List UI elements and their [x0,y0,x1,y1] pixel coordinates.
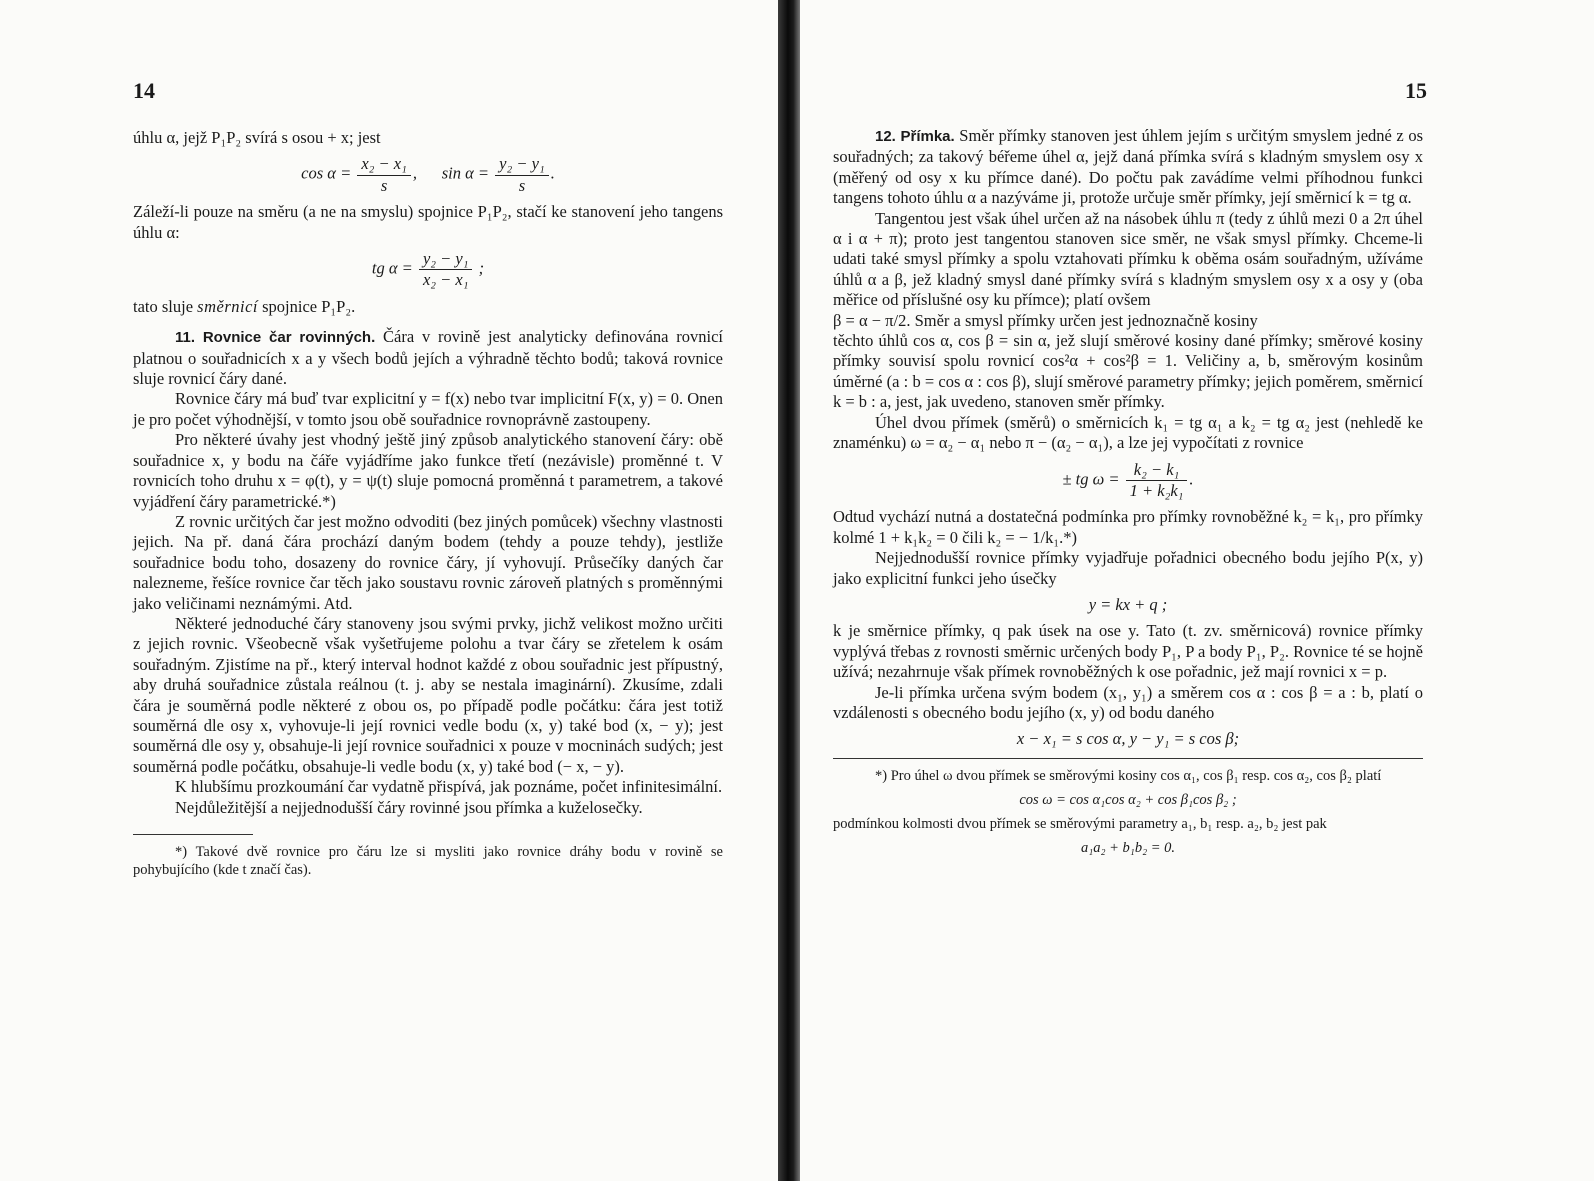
paragraph: Některé jednoduché čáry stanoveny jsou svými prvky, jichž velikost možno určiti z jejich rovnic. Všeobecně však vyšetřujeme polohu a tvar čáry se zřetelem k osám souřadným. Zjistíme na př., který interval hodnot každé z obou souřadnic jest přípustný, aby druhá souřadnice zůstala reálnou (t. j. aby se nestala imaginární). Zkusíme, zdali čára je souměrná podle některé z obou os, po případě podle počátku: čára jest totiž souměrná dle osy x, vyhovuje-li její rovnici vedle bodu (x, y) také bod (x, − y); jest souměrná dle osy y, obsahuje-li její rovnice souřadnici x pouze v mocninách sudých; jest souměrná podle počátku, obsahuje-li vedle bodu (x, y) také bod (− x, − y). [133,613,723,776]
equation-omega: ± tg ω = $\frac{\text{k₂ − k₁}}{\text{1 + k₂k₁}}$ . [1062,459,1194,500]
footnote-rule [833,758,1423,759]
page-number: 14 [133,78,155,103]
section-11: 11. Rovnice čar rovinných. Čára v rovině jest analyticky definována rovnicí platnou o souřadnicích x a y všech bodů jejích a výhradně těchto bodů; taková rovnice sluje rovnicí čáry dané. [133,327,723,389]
section-12: 12. Přímka. Směr přímky stanoven jest úhlem jejím s určitým smyslem jedné z os souřadných; za takový béřeme úhel α, jejž daná přímka svírá s kladným smyslem osy x (měřený od osy x ku přímce dané). Do počtu pak zavádíme velmi příhodnou funkci tangens tohoto úhlu α a nazýváme ji, protože určuje směr přímky, její směrnicí k = tg α. [833,126,1423,208]
footnote-equation: a₁a₂ + b₁b₂ = 0. [1080,839,1176,856]
paragraph: Nejdůležitější a nejjednodušší čáry rovinné jsou přímka a kuželosečky. [175,797,643,817]
paragraph: Je-li přímka určena svým bodem (x₁, y₁) a směrem cos α : cos β = a : b, platí o vzdálenosti s obecného bodu jejího (x, y) od bodu daného [833,682,1423,722]
paragraph: k je směrnice přímky, q pak úsek na ose y. Tato (t. zv. směrnicová) rovnice přímky vyplývá třebas z rovnosti směrnic určených body P₁, P a body P₁, P₂. Rovnice té se hojně užívá; nezahrnuje však přímek rovnoběžných k ose pořadnic, jež mají rovnici x = p. [833,621,1423,682]
paragraph: těchto úhlů cos α, cos β = sin α, jež slují směrové kosiny dané přímky; směrové kosiny přímky souvisí spolu rovnicí cos²α + cos²β = 1. Veličiny a, b, směrovým kosinům úměrné (a : b = cos α : cos β), slují směrové parametry přímky; jejich poměrem, směrnicí k = b : a, jest, jak uvedeno, stanoven směr přímky. [833,331,1423,412]
paragraph: Úhel dvou přímek (směrů) o směrnicích k₁ = tg α₁ a k₂ = tg α₂ jest (nehledě ke znaménku) ω = α₂ − α₁ nebo π − (α₂ − α₁), a lze jej vypočítati z rovnice [833,412,1423,453]
equation-line: y = kx + q ; [1088,594,1168,614]
section-heading: 12. Přímka. [875,128,955,145]
paragraph: Odtud vychází nutná a dostatečná podmínka pro přímky rovnoběžné k₂ = k₁, pro přímky kolmé 1 + k₁k₂ = 0 čili k₂ = − 1/k₁.*) [833,507,1423,547]
fraction: $\frac{\text{k₂ − k₁}}{\text{1 + k₂k₁}}$ [1126,460,1188,502]
paragraph: Z rovnic určitých čar jest možno odvoditi (bez jiných pomůcek) všechny vlastnosti jejich. Na př. daná čára prochází daným bodem (tehdy a pouze tehdy), jestliže souřadnice bodu toho, dosazeny do rovnice čáry, jí vyhovují. Průsečíky daných čar nalezneme, řešíce rovnice čar těch jako soustavu rovnic zároveň platných s proměnnými jako veličinami neznámými. Atd. [133,511,723,613]
equation-distance: x − x₁ = s cos α, y − y₁ = s cos β; [1016,729,1240,749]
left-page [0,0,778,1181]
page-number: 15 [1405,78,1427,103]
paragraph: Záleží-li pouze na směru (a ne na smyslu) spojnice P₁P₂, stačí ke stanovení jeho tangens úhlu α: [133,202,723,242]
paragraph: β = α − π/2. Směr a smysl přímky určen jest jednoznačně kosiny [833,310,1258,330]
left-body [133,128,723,879]
footnote: *) Pro úhel ω dvou přímek se směrovými kosiny cos α₁, cos β₁ resp. cos α₂, cos β₂ platí cos ω = cos α₁cos α₂ + cos β₁cos β₂ ; podmínkou kolmosti dvou přímek se směrovými parametry a₁, b₁ resp. a₂, b₂ jest pak a₁a₂ + b₁b₂ = 0. [833,767,1423,857]
footnote: *) Takové dvě rovnice pro čáru lze si mysliti jako rovnice dráhy bodu v rovině se pohybujícího (kde t značí čas). [133,844,723,878]
fraction: $\frac{\text{y₂ − y₁}}{s}$ [495,154,549,196]
footnote-equation: cos ω = cos α₁cos α₂ + cos β₁cos β₂ ; [1019,791,1237,808]
paragraph: Rovnice čáry má buď tvar explicitní y = f(x) nebo tvar implicitní F(x, y) = 0. Onen je pro počet výhodnější, v tomto jsou obě souřadnice rovnoprávně zastoupeny. [133,389,723,429]
paragraph: K hlubšímu prozkoumání čar vydatně přispívá, jak poznáme, počet infinitesimální. [175,777,723,797]
footnote-rule [133,834,253,835]
right-page [800,0,1594,1181]
fraction: $\frac{\text{y₂ − y₁}}{\text{x₂ − x₁}}$ [419,249,473,291]
paragraph: tato sluje směrnicí spojnice P₁P₂. [133,296,356,316]
paragraph: Pro některé úvahy jest vhodný ještě jiný způsob analytického stanovení čáry: obě souřadnice x, y bodu na čáře vyjádříme jako funkce třetí (nezávisle) proměnné t. V rovnicích toho druhu x = φ(t), y = ψ(t) sluje pomocná proměnná t parametrem, a takové vyjádření čáry parametrické.*) [133,430,723,511]
fraction: $\frac{\text{x₂ − x₁}}{s}$ [357,154,411,196]
paragraph: úhlu α, jejž P₁P₂ svírá s osou + x; jest [133,128,381,147]
paragraph: Tangentou jest však úhel určen až na násobek úhlu π (tedy z úhlů mezi 0 a 2π úhel α i α + π); proto jest tangentou stanoven sice směr, ne však smysl přímky. Chceme-li udati také smysl přímky a spolu vztahovati přímku k oběma osám souřadným, užíváme úhlů α a β, jež kladný smysl dané přímky svírá s kladným smyslem osy x a osy y (oba měřice od příslušné osy ku přímce); platí ovšem [833,208,1423,310]
right-body [833,126,1423,863]
section-heading: 11. Rovnice čar rovinných. [175,329,376,347]
equation-cos-sin: cos α = $\frac{\text{x₂ − x₁}}{s}$ , sin α = $\frac{\text{y₂ − y₁}}{s}$ . [301,154,555,195]
equation-tg: tg α = $\frac{\text{y₂ − y₁}}{\text{x₂ − x₁}}$ ; [371,249,485,290]
paragraph: Nejjednodušší rovnice přímky vyjadřuje pořadnici obecného bodu jejího P(x, y) jako explicitní funkci jeho úsečky [833,548,1423,588]
book-gutter [778,0,800,1181]
